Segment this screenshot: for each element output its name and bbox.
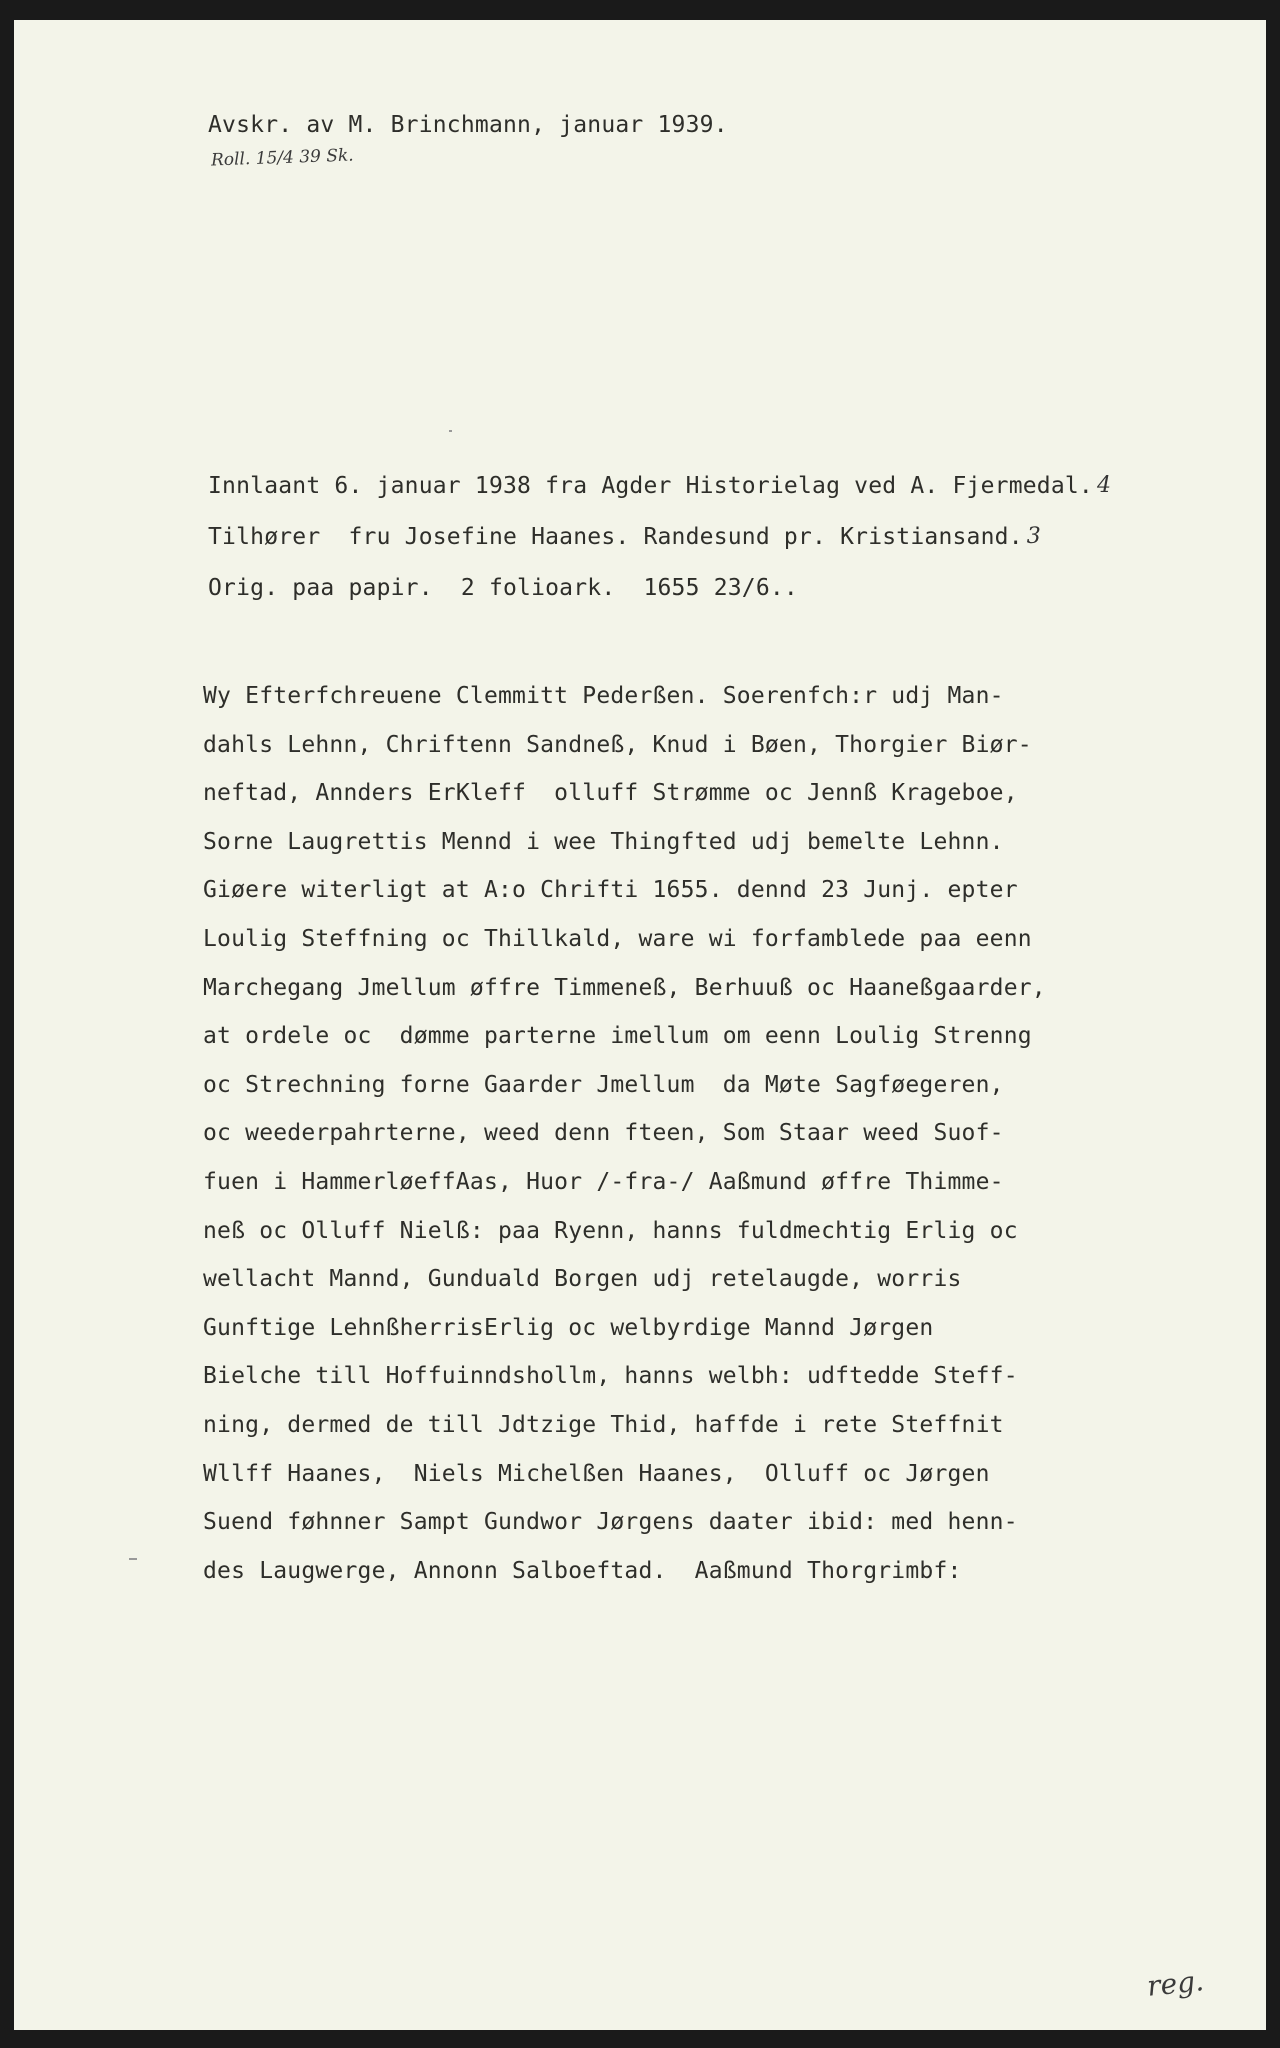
line-text: Loulig Steffning oc Thillkald, ware wi forfamblede paa eenn — [203, 925, 1032, 952]
line-text: dahls Lehnn, Chriftenn Sandneß, Knud i Bøen, Thorgier Biør- — [203, 731, 1032, 758]
line-text: at ordele oc dømme parterne imellum om eenn Loulig Strenng — [203, 1023, 1032, 1050]
line-text: des Laugwerge, Annonn Salboeftad. Aaßmund Thorgrimbf: — [203, 1557, 962, 1584]
text-line — [203, 1412, 1046, 1461]
text-line — [203, 829, 1046, 878]
line-text: ning, dermed de till Jdtzige Thid, haffde i rete Steffnit — [203, 1411, 1004, 1438]
provenance-line — [208, 473, 1111, 524]
text-line — [203, 780, 1046, 829]
text-line — [203, 1218, 1046, 1267]
reg-annotation: reg. — [1145, 1964, 1206, 2003]
text-line — [203, 975, 1046, 1024]
text-line — [203, 683, 1046, 732]
line-text: wellacht Mannd, Gunduald Borgen udj retelaugde, worris — [203, 1266, 962, 1293]
line-text: oc Strechning forne Gaarder Jmellum da Møte Sagføegeren, — [203, 1071, 1004, 1098]
text-line — [203, 1363, 1046, 1412]
provenance-text: Innlaant 6. januar 1938 fra Agder Historielag ved A. Fjermedal. — [208, 473, 1093, 499]
text-line — [203, 926, 1046, 975]
text-line — [203, 1072, 1046, 1121]
text-line — [203, 732, 1046, 781]
roll-annotation: Roll. 15/4 39 Sk. — [210, 145, 354, 171]
line-text: Wy Efterfchreuene Clemmitt Pederßen. Soerenfch:r udj Man- — [203, 683, 1004, 709]
text-line — [203, 1023, 1046, 1072]
transcription-note: Avskr. av M. Brinchmann, januar 1939. — [208, 112, 728, 138]
text-line — [203, 1266, 1046, 1315]
provenance-line — [208, 524, 1111, 575]
transcription-body — [203, 683, 1046, 1606]
provenance-text: Orig. paa papir. 2 folioark. 1655 23/6.. — [208, 575, 798, 601]
margin-number: 3 — [1026, 524, 1041, 549]
text-line — [203, 1509, 1046, 1558]
margin-number: 4 — [1096, 473, 1111, 498]
line-text: Giøere witerligt at A:o Chrifti 1655. dennd 23 Junj. epter — [203, 877, 1018, 904]
faint-bleedthrough — [514, 290, 543, 395]
line-text: fuen i HammerløeffAas, Huor /-fra-/ Aaßmund øffre Thimme- — [203, 1168, 1004, 1195]
provenance-line — [208, 575, 1111, 626]
line-text: neftad, Annders ErKleff olluff Strømme oc Jennß Krageboe, — [203, 780, 1018, 807]
provenance-text: Tilhører fru Josefine Haanes. Randesund pr. Kristiansand. — [208, 524, 1023, 550]
text-line — [203, 877, 1046, 926]
text-line — [203, 1315, 1046, 1364]
document-page — [14, 20, 1266, 2030]
text-line — [203, 1558, 1046, 1607]
line-text: Wllff Haanes, Niels Michelßen Haanes, Olluff oc Jørgen — [203, 1460, 990, 1487]
line-text: Suend føhnner Sampt Gundwor Jørgens daater ibid: med henn- — [203, 1509, 1018, 1536]
paper-speck — [449, 430, 452, 432]
line-text: Bielche till Hoffuinndshollm, hanns welbh: udftedde Steff- — [203, 1363, 1018, 1390]
text-line — [203, 1169, 1046, 1218]
line-text: Sorne Laugrettis Mennd i wee Thingfted udj bemelte Lehnn. — [203, 828, 1004, 855]
line-text: oc weederpahrterne, weed denn fteen, Som Staar weed Suof- — [203, 1120, 1004, 1147]
text-line — [203, 1120, 1046, 1169]
text-line — [203, 1461, 1046, 1510]
margin-tick — [129, 1558, 137, 1560]
line-text: Gunftige LehnßherrisErlig oc welbyrdige Mannd Jørgen — [203, 1314, 934, 1341]
line-text: neß oc Olluff Nielß: paa Ryenn, hanns fuldmechtig Erlig oc — [203, 1217, 1018, 1244]
provenance-block — [208, 473, 1111, 626]
line-text: Marchegang Jmellum øffre Timmeneß, Berhuuß oc Haaneßgaarder, — [203, 974, 1046, 1001]
